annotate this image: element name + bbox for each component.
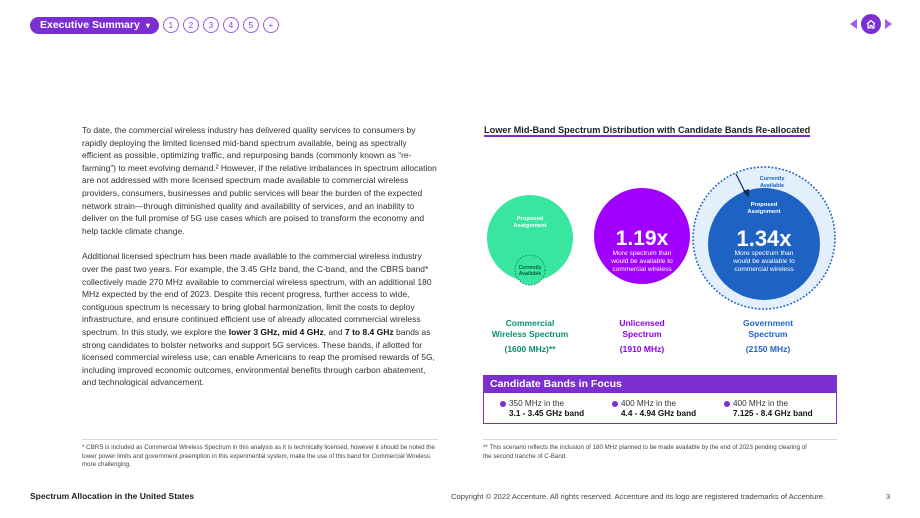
bullet-icon [724,401,730,407]
page-link-4[interactable]: 4 [223,17,239,33]
chart-title: Lower Mid-Band Spectrum Distribution with Candidate Bands Re-allocated [484,125,811,135]
page-number: 3 [886,492,891,501]
candidate-bands-box [483,375,837,424]
home-button[interactable] [861,14,881,34]
government-label: Government Spectrum [742,318,794,339]
paragraph-intro: To date, the commercial wireless industry has delivered quality services to consumers by rapidly deploying the limited licensed mid-band spectrum available, being as spectrally efficient as possible, optimizing traffic, and repurposing bands (commonly known as “re-farming”) to meet evolving demand.² However, if the relative imbalances in spectrum allocation are not addressed with more licensed spectrum made available to commercial wireless providers, consumers, businesses and public services will bear the burden of the expected network strain—through diminished quality and availability of services, and an inability to deliver on the full promise of 5G use cases which are poised to transform the economy and help tackle climate change. [82,125,437,236]
commercial-label: Commercial Wireless Spectrum [491,318,569,339]
page-link-5[interactable]: 5 [243,17,259,33]
page-link-1[interactable]: 1 [163,17,179,33]
candidate-band-item: 400 MHz in the 4.4 - 4.94 GHz band [612,399,724,419]
commercial-mhz: (1600 MHz)** [504,344,556,354]
home-icon [865,18,877,30]
body-text [82,124,438,389]
footer-copyright: Copyright © 2022 Accenture. All rights reserved. Accenture and its logo are registered trademarks of Accenture. [451,492,826,501]
government-description: More spectrum than would be available to commercial wireless [733,250,795,273]
bold-bands-2: 7 to 8.4 GHz [345,326,394,337]
footer-title: Spectrum Allocation in the United States [30,491,195,501]
unlicensed-multiplier: 1.19x [615,227,669,250]
commercial-proposed-label: Proposed Assignment [513,216,547,229]
unlicensed-description: More spectrum than would be available to commercial wireless [611,250,673,273]
government-current-label: Currently Available [759,176,785,189]
previous-page-icon[interactable] [850,19,857,29]
candidate-band-item: 400 MHz in the 7.125 - 8.4 GHz band [724,399,836,419]
page-navigation [850,14,892,34]
page-link-3[interactable]: 3 [203,17,219,33]
candidate-bands-title: Candidate Bands in Focus [484,376,836,393]
footnote-divider [82,439,438,440]
commercial-current-label: Currently Available [518,265,542,277]
candidate-band-item: 350 MHz in the 3.1 - 3.45 GHz band [500,399,612,419]
unlicensed-mhz: (1910 MHz) [619,344,665,354]
bullet-icon [500,401,506,407]
footnote-divider-right [483,439,837,440]
spectrum-circles [484,160,844,310]
page-link-more[interactable]: + [263,17,279,33]
next-page-icon[interactable] [885,19,892,29]
footnote-cband: ** This scenario reflects the inclusion of 180 MHz planned to be made available by the end of 2023 pending clearing of the second tranche of C-Band. [483,444,807,460]
government-multiplier: 1.34x [736,226,792,251]
bullet-icon [612,401,618,407]
government-mhz: (2150 MHz) [745,344,791,354]
bold-bands-1: lower 3 GHz, mid 4 GHz [228,326,324,337]
paragraph-additional-spectrum: Additional licensed spectrum has been made available to the commercial wireless industry over the past two years. For example, the 3.45 GHz band, the C-band, and the CBRS band* collectively made 270 MHz available to commercial wireless spectrum, with an additional 180 MHz expected by the end of 2023. Despite this recent progress, further access to wide, contiguous spectrum is necessary to bring global harmonization, limit the costs to deploy infrastructure, and ensure continued efficient use of already allocated commercial wireless spectrum. In this study, we explore the lower 3 GHz, mid 4 GHz, and 7 to 8.4 GHz bands as strong candidates to bolster networks and support 5G services. These bands, if allotted for licensed commercial wireless use, can enable Americans to reap the promised rewards of 5G, including improved economic outcomes, environmental benefits through carbon abatement, and technological advancement. [82,251,435,388]
footnote-cbrs: * CBRS is included as Commercial Wireless Spectrum in this analysis as it is technically licensed, however it should be noted the lower power limits and government preemption in this experimental system, make the use of this band for Commercial Wireless more challenging. [82,444,435,469]
unlicensed-label: Unlicensed Spectrum [619,318,665,339]
government-proposed-label: Proposed Assignment [747,202,781,215]
chevron-down-icon: ▾ [145,20,150,30]
page-link-2[interactable]: 2 [183,17,199,33]
section-tab-label: Executive Summary [40,18,140,31]
section-nav [30,16,279,34]
section-tab-executive-summary[interactable] [30,17,159,34]
